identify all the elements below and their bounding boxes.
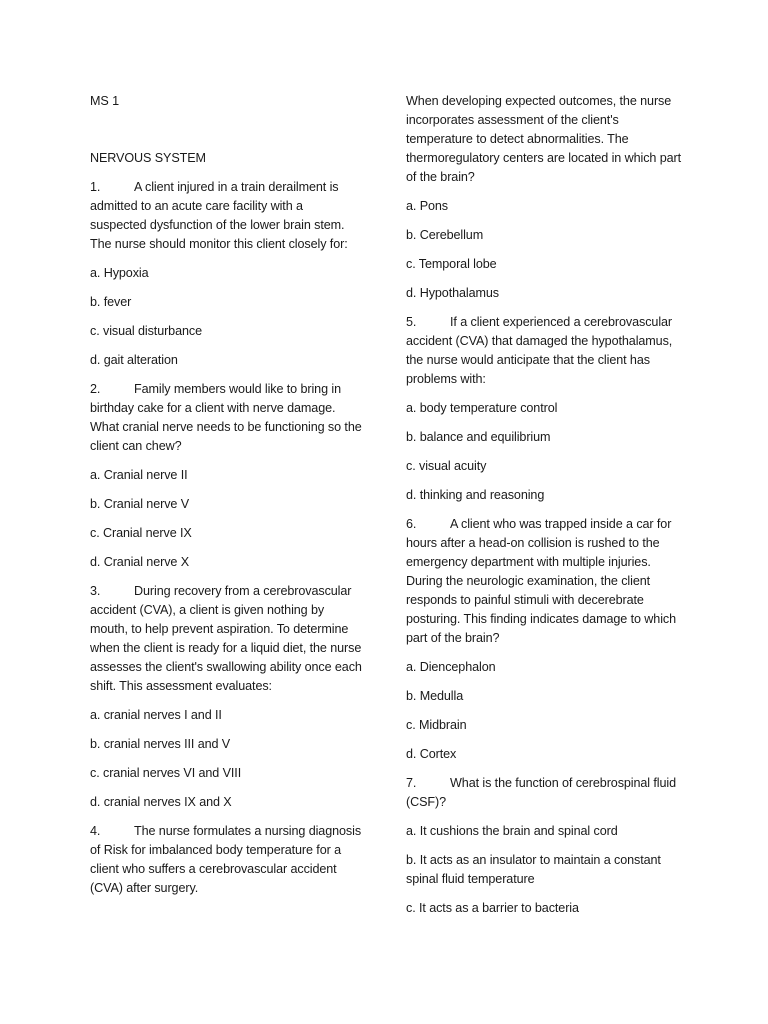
option-a: a. Hypoxia xyxy=(90,266,149,280)
question-text: A client injured in a train derailment is admitted to an acute care facility with a suspected dysfunction of the lower brain stem. The nurse should monitor this client closely for: xyxy=(90,180,348,251)
question-text: The nurse formulates a nursing diagnosis of Risk for imbalanced body temperature for a client who suffers a cerebrovascular accident (CVA) after surgery. xyxy=(90,824,362,895)
right-column xyxy=(406,0,686,928)
option-b: b. Medulla xyxy=(406,689,464,703)
question-number: 5. xyxy=(406,315,417,329)
question-2 xyxy=(90,380,362,572)
question-text: A client who was trapped inside a car for hours after a head-on collision is rushed to the emergency department with multiple injuries. During the neurologic examination, the client responds to painful stimuli with decerebrate posturing. This finding indicates damage to which part of the brain? xyxy=(406,517,676,645)
option-b: b. Cranial nerve V xyxy=(90,497,189,511)
question-4-continued xyxy=(406,92,686,303)
question-3 xyxy=(90,582,362,812)
option-c: c. cranial nerves VI and VIII xyxy=(90,766,242,780)
question-1 xyxy=(90,178,362,370)
option-c: c. visual disturbance xyxy=(90,324,203,338)
option-c: c. Cranial nerve IX xyxy=(90,526,192,540)
question-text: When developing expected outcomes, the nurse incorporates assessment of the client's temperature to detect abnormalities. The thermoregulatory centers are located in which part of the brain? xyxy=(406,94,682,184)
option-d: d. Hypothalamus xyxy=(406,286,500,300)
question-text: If a client experienced a cerebrovascular accident (CVA) that damaged the hypothalamus, the nurse would anticipate that the client has problems with: xyxy=(406,315,673,386)
question-number: 7. xyxy=(406,776,417,790)
question-number: 6. xyxy=(406,517,417,531)
question-4 xyxy=(90,822,362,898)
question-number: 4. xyxy=(90,824,101,838)
option-b: b. balance and equilibrium xyxy=(406,430,551,444)
option-c: c. Midbrain xyxy=(406,718,467,732)
option-d: d. gait alteration xyxy=(90,353,178,367)
option-a: a. body temperature control xyxy=(406,401,558,415)
question-text: What is the function of cerebrospinal fluid (CSF)? xyxy=(406,776,677,809)
option-a: a. Diencephalon xyxy=(406,660,496,674)
question-text: During recovery from a cerebrovascular accident (CVA), a client is given nothing by mouth, to help prevent aspiration. To determine when the client is ready for a liquid diet, the nurse assesses the client's swallowing ability once each shift. This assessment evaluates: xyxy=(90,584,362,693)
option-a: a. cranial nerves I and II xyxy=(90,708,222,722)
left-column xyxy=(90,0,362,908)
option-d: d. thinking and reasoning xyxy=(406,488,545,502)
option-c: c. visual acuity xyxy=(406,459,487,473)
option-a: a. Pons xyxy=(406,199,449,213)
section-title: NERVOUS SYSTEM xyxy=(90,151,206,165)
option-b: b. fever xyxy=(90,295,132,309)
option-a: a. Cranial nerve II xyxy=(90,468,188,482)
question-5 xyxy=(406,313,686,505)
option-d: d. Cranial nerve X xyxy=(90,555,189,569)
question-number: 3. xyxy=(90,584,101,598)
option-b: b. It acts as an insulator to maintain a constant spinal fluid temperature xyxy=(406,853,661,886)
option-c: c. It acts as a barrier to bacteria xyxy=(406,901,579,915)
option-b: b. Cerebellum xyxy=(406,228,484,242)
option-d: d. Cortex xyxy=(406,747,457,761)
option-d: d. cranial nerves IX and X xyxy=(90,795,232,809)
question-6 xyxy=(406,515,686,764)
question-7 xyxy=(406,774,686,918)
document-title: MS 1 xyxy=(90,94,119,108)
question-text: Family members would like to bring in birthday cake for a client with nerve damage. What cranial nerve needs to be functioning so the client can chew? xyxy=(90,382,362,453)
option-a: a. It cushions the brain and spinal cord xyxy=(406,824,618,838)
option-c: c. Temporal lobe xyxy=(406,257,497,271)
option-b: b. cranial nerves III and V xyxy=(90,737,231,751)
question-number: 1. xyxy=(90,180,101,194)
question-number: 2. xyxy=(90,382,101,396)
